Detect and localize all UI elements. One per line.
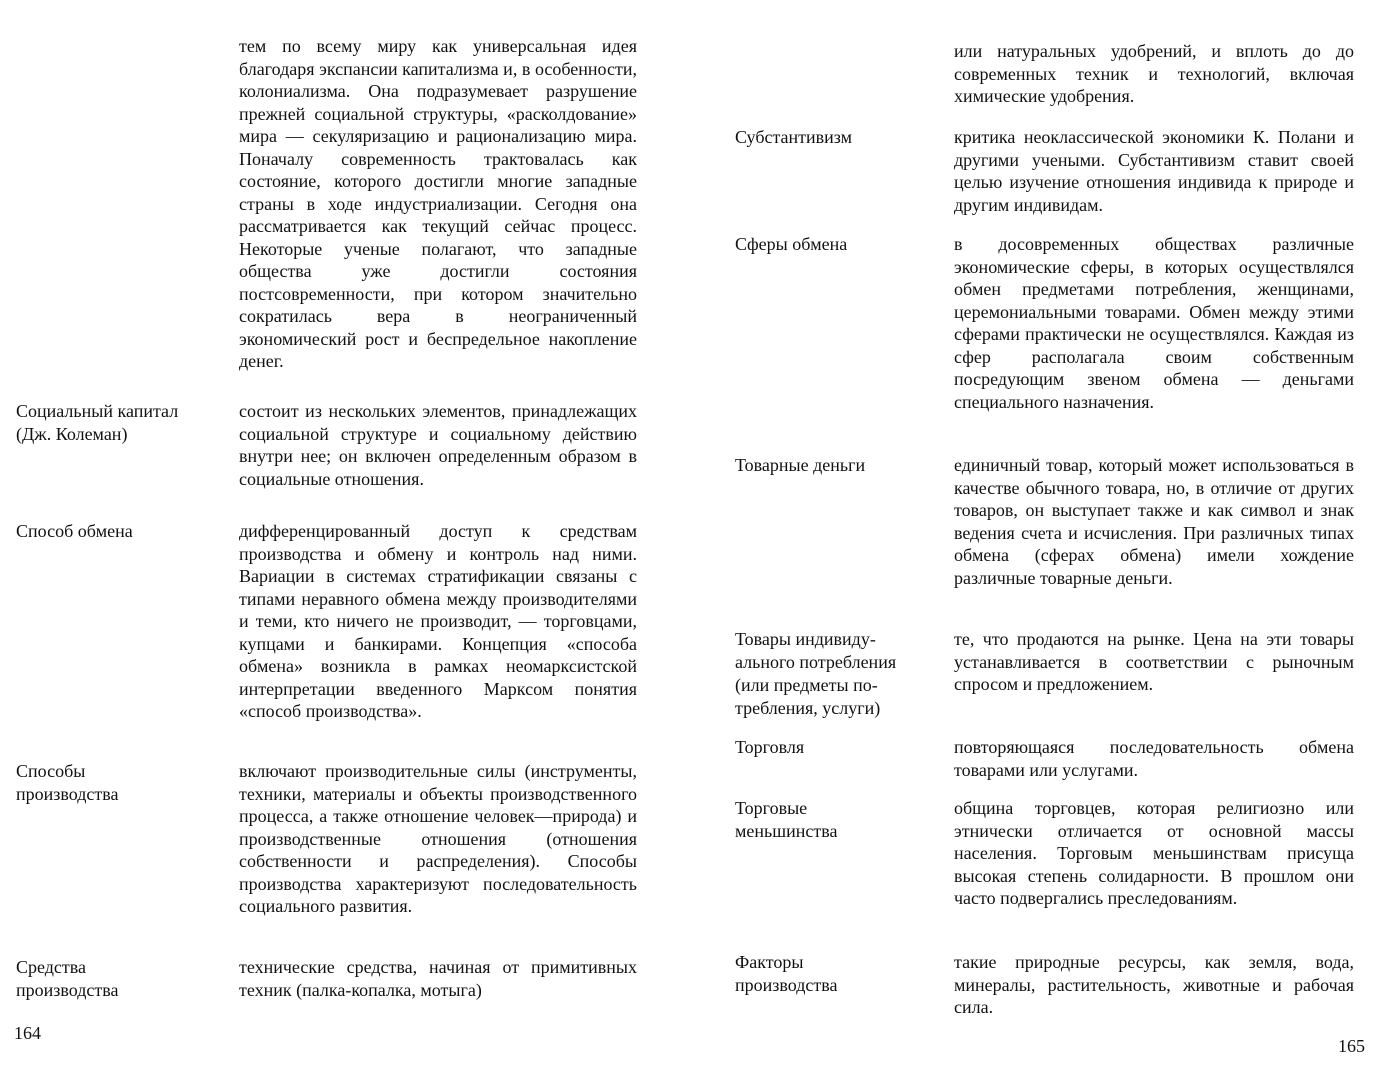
- entry-term: Способ обмена: [16, 521, 133, 541]
- entry-term: Товарные деньги: [735, 455, 866, 475]
- entry-definition: включают производительные силы (инструменты, техники, материалы и объекты производственного процесса, а также отношение человек—природа) и производственные отношения (отношения собственности и распределения). Способы производства характеризуют последовательность социального развития.: [239, 761, 637, 916]
- entry-definition: или натуральных удобрений, и вплоть до до современных техник и технологий, включая химические удобрения.: [954, 41, 1354, 106]
- entry-term: Социальный капитал (Дж. Колеман): [16, 401, 179, 444]
- entry-term: Субстантивизм: [735, 127, 853, 147]
- page-number: 165: [1338, 1036, 1365, 1056]
- page-number: 164: [14, 1023, 41, 1043]
- entry-term: Торговые меньшинства: [735, 798, 838, 841]
- entry-definition: технические средства, начиная от примитивных техник (палка-копалка, мотыга): [239, 957, 637, 1000]
- entry-definition: в досовременных обществах различные экономические сферы, в которых осуществлялся обмен предметами потребления, женщинами, церемониальными товарами. Обмен между этими сферами практически не осуществлялся. Каждая из сфер располагала своим собственным посредующим звеном обмена — деньгами специального назначения.: [954, 234, 1354, 412]
- entry-term: Товары индивиду- ального потребления (или предметы по- требления, услуги): [735, 629, 897, 718]
- entry-term: Факторы производства: [735, 952, 838, 995]
- entry-definition: единичный товар, который может использоваться в качестве обычного товара, но, в отличие от других товаров, он выступает также и как символ и знак ведения счета и исчисления. При различных типах обмена (сферах обмена) имели хождение различные товарные деньги.: [954, 455, 1354, 588]
- entry-definition: те, что продаются на рынке. Цена на эти товары устанавливается в соответствии с рыночным спросом и предложением.: [954, 629, 1354, 694]
- entry-term: Средства производства: [16, 957, 119, 1000]
- entry-definition: состоит из нескольких элементов, принадлежащих социальной структуре и социальному действию внутри нее; он включен определенным образом в социальные отношения.: [239, 401, 637, 489]
- right-page: [690, 0, 1380, 1065]
- entry-definition: община торговцев, которая религиозно или этнически отличается от основной массы населения. Торговым меньшинствам присуща высокая степень солидарности. В прошлом они часто подвергались преследованиям.: [954, 798, 1354, 908]
- entry-definition: повторяющаяся последовательность обмена товарами или услугами.: [954, 737, 1354, 780]
- entry-term: Торговля: [735, 737, 805, 757]
- entry-definition: такие природные ресурсы, как земля, вода, минералы, растительность, животные и рабочая сила.: [954, 952, 1354, 1017]
- entry-term: Сферы обмена: [735, 234, 848, 254]
- entry-definition: критика неоклассической экономики К. Полани и другими учеными. Субстантивизм ставит своей целью изучение отношения индивида к природе и другим индивидам.: [954, 127, 1354, 215]
- entry-definition: тем по всему миру как универсальная идея благодаря экспансии капитализма и, в особенности, колониализма. Она подразумевает разрушение прежней социальной структуры, «расколдование» мира — секуляризацию и рационализацию мира. Поначалу современность трактовалась как состояние, которого достигли многие западные страны в ходе индустриализации. Сегодня она рассматривается как текущий сейчас процесс. Некоторые ученые полагают, что западные общества уже достигли состояния постсовременности, при котором значительно сократилась вера в неограниченный экономический рост и беспредельное накопление денег.: [239, 36, 637, 371]
- entry-definition: дифференцированный доступ к средствам производства и обмену и контроль над ними. Вариации в системах стратификации связаны с типами неравного обмена между производителями и теми, кто ничего не производит, — торговцами, купцами и банкирами. Концепция «способа обмена» возникла в рамках неомарксистской интерпретации введенного Марксом понятия «способ производства».: [239, 521, 637, 721]
- entry-term: Способы производства: [16, 761, 119, 804]
